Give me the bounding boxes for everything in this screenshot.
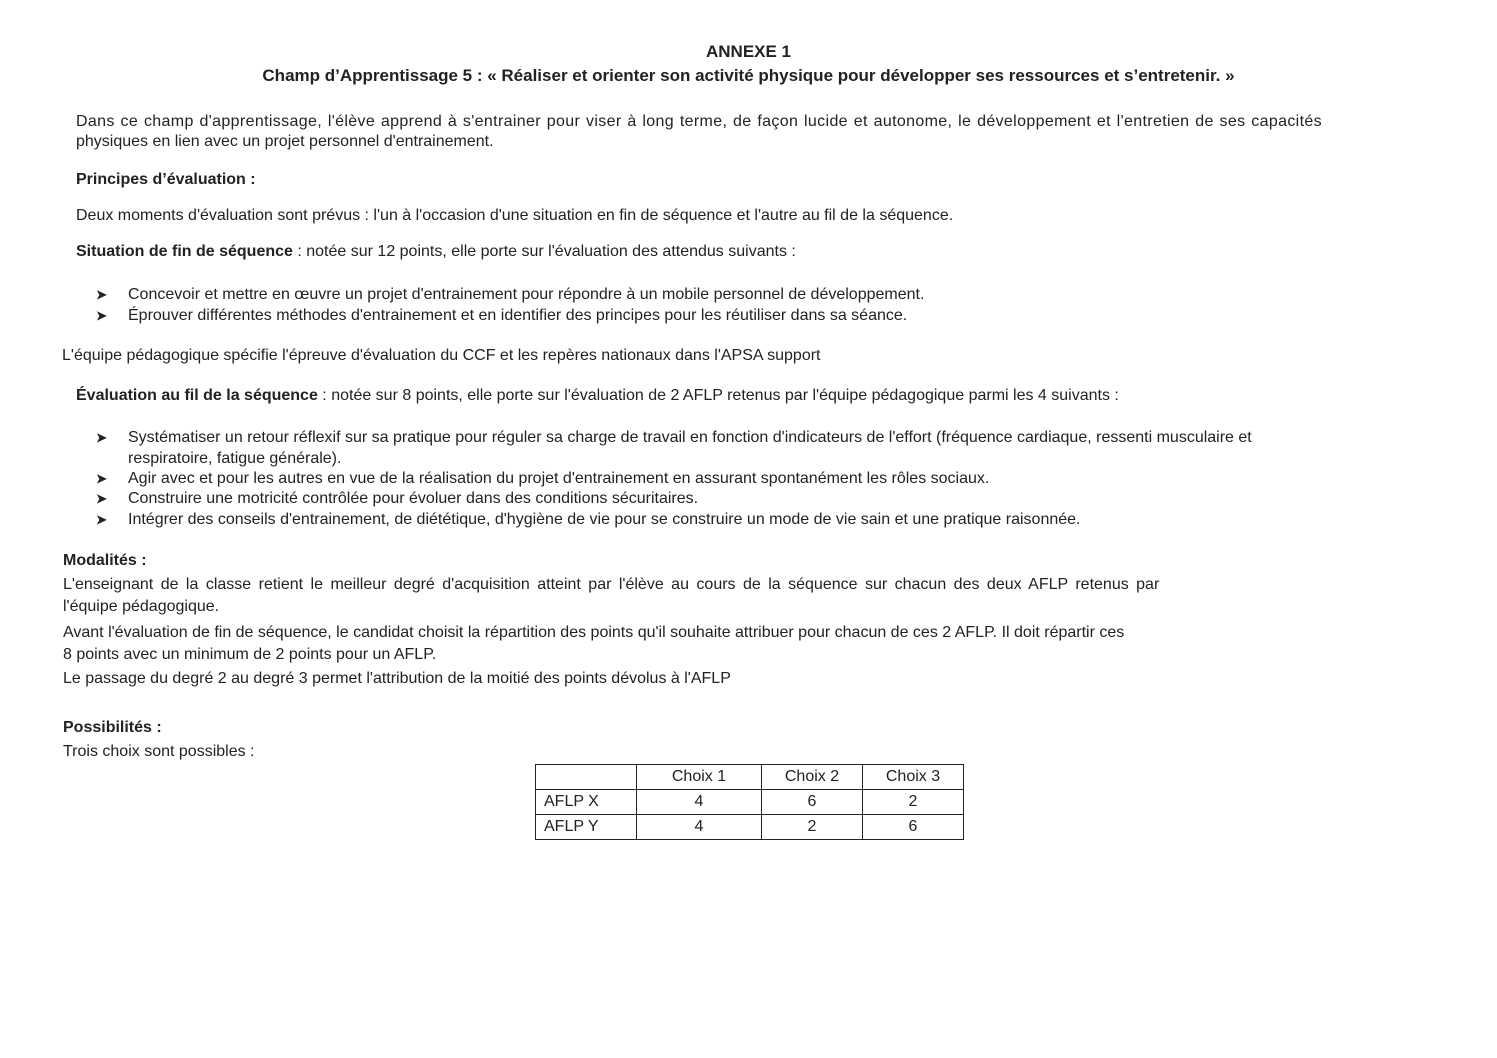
fil-sequence-label: Évaluation au fil de la séquence [76,387,318,404]
arrow-bullet-icon: ➤ [96,308,107,323]
fil-sequence-paragraph [76,386,1119,406]
fil-item-1-line-1: Systématiser un retour réflexif sur sa pratique pour réguler sa charge de travail en fonction d'indicateurs de l'effort (fréquence cardiaque, ressenti musculaire et [128,429,1252,446]
table-header-cell: Choix 1 [637,765,762,790]
table-cell: 4 [637,815,762,840]
table-cell: 6 [762,790,863,815]
arrow-bullet-icon: ➤ [96,471,107,486]
table-row-label: AFLP Y [536,815,637,840]
document-title: ANNEXE 1 [705,42,792,61]
arrow-bullet-icon: ➤ [96,491,107,506]
table-row [536,790,964,815]
possibilites-heading: Possibilités : [63,719,162,736]
modalites-heading: Modalités : [63,552,147,569]
fil-item-2: Agir avec et pour les autres en vue de la réalisation du projet d'entrainement en assurant spontanément les rôles sociaux. [128,470,990,487]
modalites-line-5: Le passage du degré 2 au degré 3 permet l'attribution de la moitié des points dévolus à l'AFLP [63,670,731,687]
fil-item-4: Intégrer des conseils d'entrainement, de diététique, d'hygiène de vie pour se construire un mode de vie sain et une pratique raisonnée. [128,511,1081,528]
fin-item-2: Éprouver différentes méthodes d'entrainement et en identifier des principes pour les réutiliser dans sa séance. [128,307,908,324]
fin-sequence-paragraph [76,242,796,262]
table-row-label: AFLP X [536,790,637,815]
table-cell: 2 [863,790,964,815]
intro-line-1: Dans ce champ d'apprentissage, l'élève apprend à s'entrainer pour viser à long terme, de façon lucide et autonome, le développement et l'entretien de ses capacités [76,113,1322,130]
principes-heading: Principes d’évaluation : [76,171,256,188]
table-cell: 6 [863,815,964,840]
arrow-bullet-icon: ➤ [96,287,107,302]
choices-table [535,764,964,840]
modalites-line-1: L'enseignant de la classe retient le meilleur degré d'acquisition atteint par l'élève au cours de la séquence sur chacun des deux AFLP retenus par [63,576,1160,593]
table-cell: 2 [762,815,863,840]
table-cell: 4 [637,790,762,815]
document-subtitle: Champ d’Apprentissage 5 : « Réaliser et orienter son activité physique pour développer ses ressources et s’entretenir. » [262,66,1235,85]
modalites-line-3: Avant l'évaluation de fin de séquence, le candidat choisit la répartition des points qu'il souhaite attribuer pour chacun de ces 2 AFLP. Il doit répartir ces [63,624,1125,641]
principes-text: Deux moments d'évaluation sont prévus : l'un à l'occasion d'une situation en fin de séquence et l'autre au fil de la séquence. [76,207,954,224]
fin-item-1: Concevoir et mettre en œuvre un projet d'entrainement pour répondre à un mobile personnel de développement. [128,286,925,303]
table-row [536,815,964,840]
modalites-line-4: 8 points avec un minimum de 2 points pour un AFLP. [63,646,437,663]
fin-sequence-text: : notée sur 12 points, elle porte sur l'évaluation des attendus suivants : [292,243,796,260]
modalites-line-2: l'équipe pédagogique. [63,598,220,615]
intro-line-2: physiques en lien avec un projet personnel d'entrainement. [76,133,494,150]
possibilites-text: Trois choix sont possibles : [63,743,255,760]
table-header-row [536,765,964,790]
fil-item-1-line-2: respiratoire, fatigue générale). [128,450,342,467]
fin-sequence-note: L'équipe pédagogique spécifie l'épreuve d'évaluation du CCF et les repères nationaux dans l'APSA support [62,347,821,364]
arrow-bullet-icon: ➤ [96,512,107,527]
table-header-cell: Choix 3 [863,765,964,790]
fin-sequence-label: Situation de fin de séquence [76,243,293,260]
fil-sequence-text: : notée sur 8 points, elle porte sur l'évaluation de 2 AFLP retenus par l'équipe pédagogique parmi les 4 suivants : [317,387,1119,404]
fil-item-3: Construire une motricité contrôlée pour évoluer dans des conditions sécuritaires. [128,490,699,507]
table-header-cell [536,765,637,790]
table-header-cell: Choix 2 [762,765,863,790]
arrow-bullet-icon: ➤ [96,430,107,445]
